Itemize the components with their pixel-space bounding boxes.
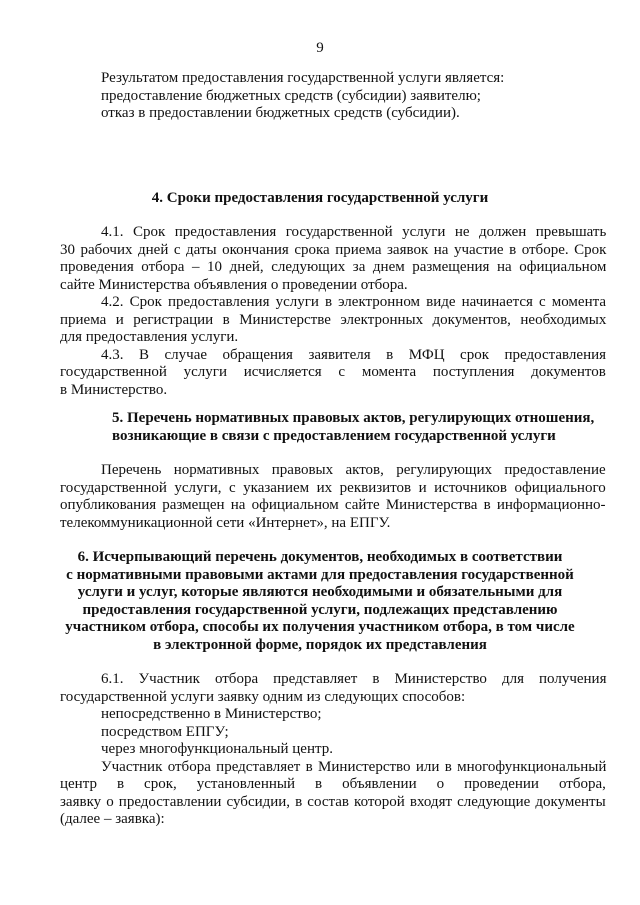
section-6-heading-line-4: предоставления государственной услуги, подлежащих представлению	[82, 601, 558, 618]
paragraph-4-2-line-2: приема и регистрации в Министерстве электронных документов, необходимых	[60, 311, 607, 328]
paragraph-4-3-line-2: государственной услуги исчисляется с момента поступления документов	[60, 364, 606, 380]
method-item: через многофункциональный центр.	[101, 741, 333, 757]
paragraph-4-3-line-3: в Министерство.	[60, 381, 168, 398]
result-line-3: отказ в предоставлении бюджетных средств (субсидии).	[101, 105, 460, 121]
paragraph-4-2-line-3: для предоставления услуги.	[60, 329, 239, 345]
section-6-heading-line-3: услуги и услуг, которые являются необходимыми и обязательными для	[77, 584, 563, 600]
paragraph-4-1-line-3: проведения отбора – 10 дней, следующих за днем размещения на официальном	[60, 259, 607, 275]
section-5-para-line-4: телекоммуникационной сети «Интернет», на ЕПГУ.	[60, 514, 391, 531]
paragraph-4-1-line-1: 4.1. Срок предоставления государственной услуги не должен превышать	[101, 224, 607, 240]
paragraph-6-2-line-4: (далее – заявка):	[60, 811, 165, 827]
paragraph-4-3-line-1: 4.3. В случае обращения заявителя в МФЦ срок предоставления	[101, 346, 607, 363]
method-item: посредством ЕПГУ;	[101, 723, 229, 740]
section-6-heading-line-1: 6. Исчерпывающий перечень документов, необходимых в соответствии	[77, 549, 563, 565]
section-6-heading-line-6: в электронной форме, порядок их представления	[153, 636, 487, 653]
paragraph-6-2-line-3: заявку о предоставлении субсидии, в состав которой входят следующие документы	[60, 793, 606, 810]
paragraph-4-1-line-2: 30 рабочих дней с даты окончания срока приема заявок на участие в отборе. Срок	[60, 241, 607, 258]
paragraph-4-2-line-1: 4.2. Срок предоставления услуги в электронном виде начинается с момента	[101, 294, 607, 310]
section-5-para-line-2: государственной услуги, с указанием их реквизитов и источников официального	[60, 479, 606, 496]
page-number: 9	[316, 40, 324, 56]
section-4-heading: 4. Сроки предоставления государственной услуги	[151, 190, 489, 206]
section-6-heading-line-2: с нормативными правовыми актами для предоставления государственной	[66, 566, 574, 583]
method-item: непосредственно в Министерство;	[101, 706, 322, 722]
result-line-1: Результатом предоставления государственной услуги является:	[101, 70, 505, 86]
section-5-para-line-3: опубликования размещен на официальном сайте Министерства в информационно-	[60, 497, 606, 513]
paragraph-6-1-line-1: 6.1. Участник отбора представляет в Министерство для получения	[101, 671, 607, 687]
paragraph-4-1-line-4: сайте Министерства объявления о проведении отбора.	[60, 276, 408, 293]
section-5-heading-line-2: возникающие в связи с предоставлением государственной услуги	[112, 427, 556, 444]
paragraph-6-2-line-2: центр в срок, установленный в объявлении о проведении отбора,	[60, 776, 606, 792]
paragraph-6-2-line-1: Участник отбора представляет в Министерство или в многофункциональный	[101, 758, 607, 775]
section-6-heading-line-5: участником отбора, способы их получения участником отбора, в том числе	[65, 619, 575, 635]
result-line-2: предоставление бюджетных средств (субсидии) заявителю;	[101, 87, 481, 104]
section-5-para-line-1: Перечень нормативных правовых актов, регулирующих предоставление	[101, 462, 606, 478]
paragraph-6-1-line-2: государственной услуги заявку одним из следующих способов:	[60, 688, 466, 705]
section-5-heading-line-1: 5. Перечень нормативных правовых актов, регулирующих отношения,	[112, 410, 595, 426]
